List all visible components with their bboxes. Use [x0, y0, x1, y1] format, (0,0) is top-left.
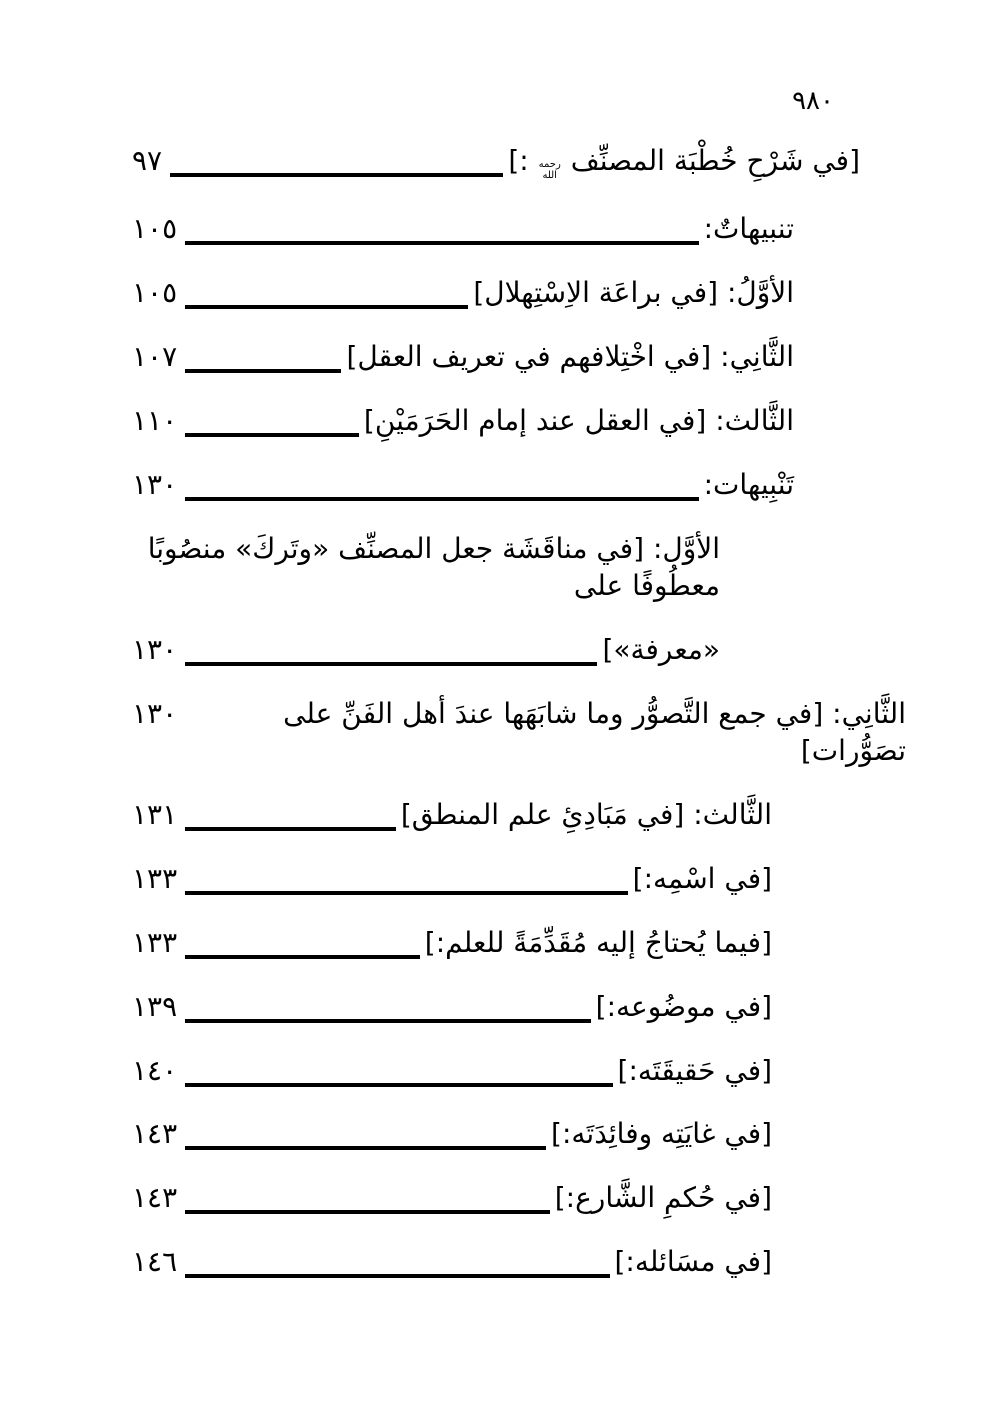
toc-entry-page-number: ١٤٠ [132, 1053, 178, 1087]
toc-entry [132, 467, 794, 504]
toc-entry-page-number: ١٤٣ [132, 1181, 178, 1215]
honorific-rahimahullah: رحمه الله [538, 159, 561, 181]
toc-entry [132, 925, 772, 962]
toc-entry [132, 1180, 772, 1217]
leader-line [185, 431, 359, 437]
toc-entry [132, 696, 906, 770]
toc-entry [132, 275, 794, 312]
toc-entry-page-number: ١٤٦ [132, 1245, 178, 1279]
toc-entry-page-number: ١٣٠ [132, 468, 178, 501]
toc-entry-page-number: ١٠٧ [132, 340, 178, 374]
toc-entry-text: [في شَرْحِ خُطْبَة المصنِّف [570, 144, 860, 178]
toc-entry [132, 211, 794, 248]
toc-entry [132, 339, 794, 376]
toc-entry-page-number: ١٣٠ [132, 632, 178, 666]
folio-page-number: ٩٨٠ [792, 86, 834, 116]
toc-entry-page-number: ١٠٥ [132, 212, 178, 246]
leader-line [185, 1144, 546, 1150]
toc-entry-page-number: ١٤٣ [132, 1117, 178, 1151]
toc-entry-text: الثَّالث: [في العقل عند إمام الحَرَمَيْنِ] [363, 404, 794, 438]
toc-entry-text: الثَّانِي: [في جمع التَّصوُّر وما شابَهَها عندَ أهل الفَنِّ على تصَوُّرات] [283, 696, 906, 767]
toc-entry-text: «معرفة»] [602, 632, 720, 666]
toc-entry-text: [في اسْمِه:] [632, 861, 772, 895]
toc-entry [132, 861, 772, 898]
leader-line [185, 825, 396, 831]
toc-entry-text: تَنْبِيهات: [703, 468, 794, 501]
leader-line [185, 660, 597, 666]
toc-entry-text: الأوَّل: [في مناقَشَة جعل المصنِّف «وتَركَ» منصُوبًا معطُوفًا على [147, 531, 720, 602]
toc-entry [132, 403, 794, 440]
toc-entry-text: الثَّانِي: [في اخْتِلافهم في تعريف العقل] [346, 340, 794, 374]
toc-entry-page-number: ١٣٩ [132, 989, 178, 1023]
toc-entry-text: [فيما يُحتاجُ إليه مُقَدِّمَةً للعلم:] [424, 925, 772, 959]
toc-entry-text-suffix: :] [508, 144, 529, 178]
toc-entry-text: [في غايَتِه وفائِدَتَه:] [551, 1117, 772, 1151]
leader-line [185, 303, 468, 309]
toc-entry-text: [في موضُوعه:] [595, 989, 772, 1023]
leader-line [185, 1208, 550, 1214]
toc-entry-page-number: ١٣٠ [132, 696, 178, 730]
toc-entry-page-number: ١٣٣ [132, 861, 178, 895]
toc-entry [132, 797, 772, 834]
toc-entry-page-number: ١٠٥ [132, 276, 178, 310]
toc-entry [132, 1244, 772, 1281]
leader-line [170, 171, 503, 177]
toc-entry [132, 143, 860, 184]
toc-entry-page-number: ٩٧ [132, 144, 163, 178]
leader-line [185, 889, 628, 895]
leader-line [185, 1272, 609, 1278]
leader-line [185, 953, 420, 959]
toc-entry-text: تنبيهاتٌ: [703, 212, 794, 246]
toc-entry [132, 1116, 772, 1153]
toc-entry-text: الأوَّلُ: [في براعَة الاِسْتِهلال] [473, 276, 794, 310]
toc-entry-page-number: ١٣١ [132, 797, 178, 831]
toc-entry [132, 989, 772, 1026]
leader-line [185, 495, 699, 501]
toc-entry [132, 632, 720, 669]
toc-entry [132, 531, 720, 605]
leader-line [185, 1081, 612, 1087]
toc-list [0, 117, 1004, 1281]
toc-entry-text: [في حُكمِ الشَّارع:] [554, 1181, 772, 1215]
toc-entry-page-number: ١١٠ [132, 404, 178, 438]
toc-entry [132, 1053, 772, 1090]
leader-line [185, 1017, 591, 1023]
toc-entry-text: [في مسَائله:] [614, 1245, 772, 1279]
toc-entry-page-number: ١٣٣ [132, 925, 178, 959]
leader-line [185, 239, 699, 245]
toc-entry-text: [في حَقيقَتَه:] [617, 1053, 772, 1087]
toc-entry-text: الثَّالث: [في مَبَادِئِ علم المنطق] [400, 797, 772, 831]
leader-line [185, 367, 341, 373]
